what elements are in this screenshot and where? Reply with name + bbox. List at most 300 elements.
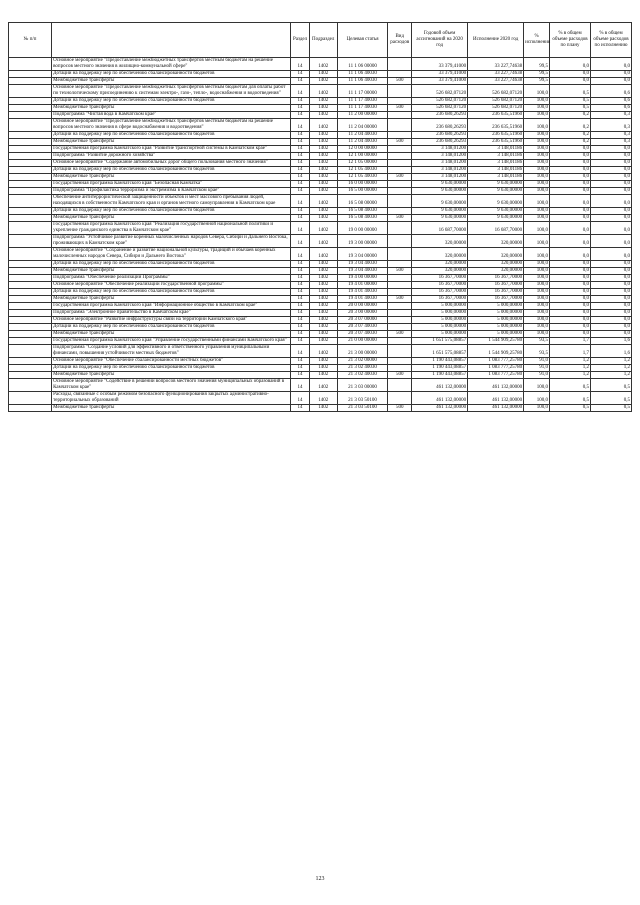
table-header-row: [9, 23, 632, 58]
row-plan-cell: 5 000,00000: [412, 303, 468, 310]
row-name-cell: Подпрограмма "Развитие дорожного хозяйства": [52, 153, 291, 160]
row-target-item-cell: 19 0 00 00000: [337, 222, 388, 235]
row-percent-cell: 100,0: [524, 296, 550, 303]
row-plan-cell: 9 630,00000: [412, 215, 468, 222]
table-row: [9, 405, 632, 412]
row-subsection-cell: 1402: [309, 85, 337, 98]
row-target-item-cell: 19 4 00 00000: [337, 275, 388, 282]
row-section-cell: 14: [291, 139, 309, 146]
row-percent-cell: 100,0: [524, 153, 550, 160]
row-percent-cell: 91,0: [524, 358, 550, 365]
row-expense-type-cell: [388, 379, 412, 392]
row-target-item-cell: 11 1 06 40030: [337, 78, 388, 85]
table-row: [9, 71, 632, 78]
row-target-item-cell: 21 3 03 50100: [337, 405, 388, 412]
row-expense-type-cell: [388, 119, 412, 132]
table-row: [9, 310, 632, 317]
row-share-plan-cell: 0,2: [550, 132, 591, 139]
row-section-cell: 14: [291, 98, 309, 105]
row-number-cell: [9, 268, 52, 275]
row-section-cell: 14: [291, 146, 309, 153]
header-percent-execution: % исполнения: [524, 23, 550, 58]
row-expense-type-cell: [388, 208, 412, 215]
row-share-fact-cell: 0,0: [590, 289, 631, 296]
row-section-cell: 14: [291, 132, 309, 139]
row-subsection-cell: 1402: [309, 139, 337, 146]
row-section-cell: 14: [291, 338, 309, 345]
row-expense-type-cell: 500: [388, 331, 412, 338]
row-expense-type-cell: [388, 132, 412, 139]
row-fact-cell: 1 083 777,25780: [468, 372, 524, 379]
row-target-item-cell: 11 1 17 00000: [337, 85, 388, 98]
row-share-fact-cell: 0,0: [590, 310, 631, 317]
row-share-fact-cell: 0,0: [590, 71, 631, 78]
header-target-item: Целевая статья: [337, 23, 388, 58]
row-fact-cell: 9 630,00000: [468, 188, 524, 195]
row-subsection-cell: 1402: [309, 310, 337, 317]
row-percent-cell: 100,0: [524, 268, 550, 275]
header-executed: Исполнение 2020 год: [468, 23, 524, 58]
row-fact-cell: 16 367,70000: [468, 282, 524, 289]
table-row: [9, 119, 632, 132]
row-expense-type-cell: [388, 98, 412, 105]
row-percent-cell: 93,5: [524, 345, 550, 358]
row-section-cell: 14: [291, 268, 309, 275]
row-subsection-cell: 1402: [309, 98, 337, 105]
row-plan-cell: 1 651 575,08857: [412, 338, 468, 345]
row-target-item-cell: 12 0 00 00000: [337, 146, 388, 153]
header-name: [52, 23, 291, 58]
row-share-plan-cell: 1,2: [550, 358, 591, 365]
row-expense-type-cell: [388, 303, 412, 310]
row-fact-cell: 3 148,01186: [468, 174, 524, 181]
row-share-fact-cell: 0,0: [590, 188, 631, 195]
row-subsection-cell: 1402: [309, 160, 337, 167]
row-plan-cell: 1 190 443,08857: [412, 372, 468, 379]
row-subsection-cell: 1402: [309, 78, 337, 85]
row-section-cell: 14: [291, 188, 309, 195]
row-subsection-cell: 1402: [309, 71, 337, 78]
row-plan-cell: 3 148,01200: [412, 167, 468, 174]
row-percent-cell: 100,0: [524, 282, 550, 289]
row-subsection-cell: 1402: [309, 303, 337, 310]
row-share-plan-cell: 0,0: [550, 261, 591, 268]
row-section-cell: 14: [291, 167, 309, 174]
row-share-plan-cell: 0,5: [550, 105, 591, 112]
row-percent-cell: 100,0: [524, 174, 550, 181]
row-name-cell: Государственная программа Камчатского края "Реализация государственной национальной политики и укрепление гражданского единства в Камчатском крае": [52, 222, 291, 235]
row-subsection-cell: 1402: [309, 105, 337, 112]
table-row: [9, 331, 632, 338]
row-fact-cell: 236 635,51960: [468, 139, 524, 146]
table-row: [9, 324, 632, 331]
row-name-cell: Государственная программа Камчатского края "Управление государственными финансами Камчатского края": [52, 338, 291, 345]
row-number-cell: [9, 235, 52, 248]
row-name-cell: Дотации на поддержку мер по обеспечению сбалансированности бюджетов: [52, 261, 291, 268]
row-number-cell: [9, 181, 52, 188]
row-percent-cell: 91,0: [524, 372, 550, 379]
row-fact-cell: 16 367,70000: [468, 296, 524, 303]
row-percent-cell: 100,0: [524, 195, 550, 208]
row-percent-cell: 100,0: [524, 324, 550, 331]
row-section-cell: 14: [291, 365, 309, 372]
row-fact-cell: 1 083 777,25780: [468, 365, 524, 372]
row-section-cell: 14: [291, 275, 309, 282]
row-number-cell: [9, 248, 52, 261]
row-section-cell: 14: [291, 248, 309, 261]
row-share-fact-cell: 1,2: [590, 358, 631, 365]
table-row: [9, 372, 632, 379]
row-fact-cell: 5 000,00000: [468, 331, 524, 338]
row-share-fact-cell: 0,0: [590, 222, 631, 235]
row-subsection-cell: 1402: [309, 132, 337, 139]
row-plan-cell: 236 680,26293: [412, 132, 468, 139]
table-row: [9, 282, 632, 289]
row-name-cell: Обеспечение антитеррористической защищенности объектов и мест массового пребывания людей, находящихся в собственности Камчатского края и органов местного самоуправления в Камчатском крае: [52, 195, 291, 208]
row-expense-type-cell: [388, 58, 412, 71]
row-share-plan-cell: 0,0: [550, 296, 591, 303]
row-fact-cell: 9 630,00000: [468, 181, 524, 188]
row-name-cell: Дотации на поддержку мер по обеспечению сбалансированности бюджетов: [52, 289, 291, 296]
table-row: [9, 139, 632, 146]
row-plan-cell: 526 682,07120: [412, 105, 468, 112]
row-expense-type-cell: [388, 146, 412, 153]
table-row: [9, 365, 632, 372]
row-subsection-cell: 1402: [309, 379, 337, 392]
row-name-cell: Основное мероприятие "Предоставление межбюджетных трансфертов местным бюджетам на решение вопросов местного значения в сфере водоснабжения и водоотведения": [52, 119, 291, 132]
row-share-plan-cell: 1,7: [550, 338, 591, 345]
row-percent-cell: 99,5: [524, 71, 550, 78]
row-expense-type-cell: [388, 235, 412, 248]
table-row: [9, 188, 632, 195]
row-fact-cell: 3 148,01186: [468, 167, 524, 174]
row-section-cell: 14: [291, 261, 309, 268]
row-share-fact-cell: 0,0: [590, 174, 631, 181]
table-row: [9, 112, 632, 119]
row-percent-cell: 100,0: [524, 392, 550, 405]
row-percent-cell: 100,0: [524, 119, 550, 132]
row-percent-cell: 100,0: [524, 303, 550, 310]
row-fact-cell: 3 148,01186: [468, 146, 524, 153]
row-fact-cell: 1 544 909,25780: [468, 338, 524, 345]
row-fact-cell: 16 367,70000: [468, 275, 524, 282]
row-target-item-cell: 19 4 01 40030: [337, 289, 388, 296]
row-number-cell: [9, 372, 52, 379]
row-fact-cell: 461 132,00000: [468, 392, 524, 405]
row-expense-type-cell: [388, 275, 412, 282]
row-fact-cell: 9 630,00000: [468, 208, 524, 215]
row-name-cell: Подпрограмма "Чистая вода в Камчатском крае": [52, 112, 291, 119]
row-percent-cell: 100,0: [524, 405, 550, 412]
row-number-cell: [9, 167, 52, 174]
header-annual-volume: Годовой объем ассигнований на 2020 год: [412, 23, 468, 58]
row-subsection-cell: 1402: [309, 167, 337, 174]
row-name-cell: Основное мероприятие "Содержание автомобильных дорог общего пользования местного значения": [52, 160, 291, 167]
row-number-cell: [9, 85, 52, 98]
row-number-cell: [9, 153, 52, 160]
row-expense-type-cell: 500: [388, 405, 412, 412]
row-name-cell: Подпрограмма "Обеспечение реализации Программы": [52, 275, 291, 282]
row-fact-cell: 320,00000: [468, 261, 524, 268]
row-share-plan-cell: 0,0: [550, 310, 591, 317]
row-name-cell: Дотации на поддержку мер по обеспечению сбалансированности бюджетов: [52, 98, 291, 105]
row-number-cell: [9, 358, 52, 365]
table-row: [9, 58, 632, 71]
row-share-plan-cell: 0,0: [550, 317, 591, 324]
row-share-fact-cell: 0,0: [590, 268, 631, 275]
row-name-cell: Дотации на поддержку мер по обеспечению сбалансированности бюджетов: [52, 208, 291, 215]
row-target-item-cell: 21 3 02 00000: [337, 358, 388, 365]
row-share-plan-cell: 0,0: [550, 275, 591, 282]
row-subsection-cell: 1402: [309, 153, 337, 160]
row-expense-type-cell: [388, 71, 412, 78]
table-row: [9, 248, 632, 261]
table-row: [9, 181, 632, 188]
row-name-cell: Межбюджетные трансферты: [52, 405, 291, 412]
page-number: 123: [315, 876, 325, 882]
row-share-fact-cell: 0,5: [590, 392, 631, 405]
row-subsection-cell: 1402: [309, 405, 337, 412]
row-section-cell: 14: [291, 372, 309, 379]
row-share-plan-cell: 0,0: [550, 289, 591, 296]
header-share-plan: % в общем объеме расходов по плану: [550, 23, 591, 58]
row-subsection-cell: 1402: [309, 248, 337, 261]
row-share-plan-cell: 0,0: [550, 153, 591, 160]
row-share-fact-cell: 0,0: [590, 146, 631, 153]
table-row: [9, 345, 632, 358]
row-number-cell: [9, 303, 52, 310]
table-row: [9, 379, 632, 392]
row-number-cell: [9, 105, 52, 112]
header-expense-type: Вид расходов: [388, 23, 412, 58]
row-section-cell: 14: [291, 181, 309, 188]
row-share-fact-cell: 1,2: [590, 365, 631, 372]
row-number-cell: [9, 317, 52, 324]
row-number-cell: [9, 132, 52, 139]
row-share-fact-cell: 0,3: [590, 112, 631, 119]
row-expense-type-cell: 500: [388, 268, 412, 275]
row-subsection-cell: 1402: [309, 146, 337, 153]
table-row: [9, 317, 632, 324]
row-percent-cell: 100,0: [524, 235, 550, 248]
row-number-cell: [9, 139, 52, 146]
table-row: [9, 160, 632, 167]
row-section-cell: 14: [291, 392, 309, 405]
row-section-cell: 14: [291, 282, 309, 289]
row-share-plan-cell: 0,0: [550, 167, 591, 174]
row-percent-cell: 100,0: [524, 146, 550, 153]
row-subsection-cell: 1402: [309, 261, 337, 268]
row-number-cell: [9, 195, 52, 208]
row-fact-cell: 526 682,07120: [468, 98, 524, 105]
row-plan-cell: 16 367,70000: [412, 282, 468, 289]
row-share-plan-cell: 0,0: [550, 324, 591, 331]
header-subsection: Подраздел: [309, 23, 337, 58]
table-row: [9, 392, 632, 405]
table-row: [9, 261, 632, 268]
table-row: [9, 105, 632, 112]
row-name-cell: Основное мероприятие "Содействие в решении вопросов местного значения муниципальных образований в Камчатском крае": [52, 379, 291, 392]
row-name-cell: Межбюджетные трансферты: [52, 331, 291, 338]
row-share-plan-cell: 0,0: [550, 58, 591, 71]
row-plan-cell: 16 367,70000: [412, 275, 468, 282]
row-percent-cell: 100,0: [524, 139, 550, 146]
row-share-plan-cell: 0,0: [550, 174, 591, 181]
row-fact-cell: 1 083 777,25780: [468, 358, 524, 365]
row-share-plan-cell: 0,0: [550, 71, 591, 78]
row-target-item-cell: 12 1 05 40030: [337, 167, 388, 174]
row-target-item-cell: 21 3 02 40030: [337, 365, 388, 372]
row-number-cell: [9, 365, 52, 372]
row-share-fact-cell: 0,5: [590, 379, 631, 392]
row-target-item-cell: 21 3 03 00000: [337, 379, 388, 392]
row-number-cell: [9, 296, 52, 303]
row-share-fact-cell: 0,0: [590, 195, 631, 208]
row-section-cell: 14: [291, 119, 309, 132]
row-number-cell: [9, 112, 52, 119]
table-row: [9, 358, 632, 365]
row-target-item-cell: 11 2 00 00000: [337, 112, 388, 119]
row-target-item-cell: 12 1 05 40030: [337, 174, 388, 181]
row-share-fact-cell: 1,6: [590, 338, 631, 345]
row-expense-type-cell: [388, 324, 412, 331]
row-number-cell: [9, 222, 52, 235]
header-section: Раздел: [291, 23, 309, 58]
row-expense-type-cell: [388, 392, 412, 405]
row-target-item-cell: 11 1 17 40030: [337, 105, 388, 112]
row-share-fact-cell: 0,6: [590, 98, 631, 105]
row-name-cell: Расходы, связанные с особым режимом безопасного функционирования закрытых административно-территориальных образований: [52, 392, 291, 405]
row-subsection-cell: 1402: [309, 188, 337, 195]
row-name-cell: Основное мероприятие "Сохранение и развитие национальной культуры, традиций и обычаев коренных малочисленных народов Севера, Сибири и Дальнего Востока": [52, 248, 291, 261]
row-plan-cell: 3 148,01200: [412, 146, 468, 153]
row-share-fact-cell: 0,0: [590, 235, 631, 248]
row-subsection-cell: 1402: [309, 282, 337, 289]
row-subsection-cell: 1402: [309, 235, 337, 248]
row-share-fact-cell: 0,0: [590, 331, 631, 338]
row-subsection-cell: 1402: [309, 275, 337, 282]
row-number-cell: [9, 379, 52, 392]
row-fact-cell: 16 367,70000: [468, 289, 524, 296]
row-number-cell: [9, 119, 52, 132]
row-share-plan-cell: 0,0: [550, 188, 591, 195]
row-name-cell: Подпрограмма "Создание условий для эффективного и ответственного управления муниципальными финансами, повышения устойчивости местных бюджетов": [52, 345, 291, 358]
row-fact-cell: 3 148,01186: [468, 153, 524, 160]
row-subsection-cell: 1402: [309, 365, 337, 372]
table-row: [9, 275, 632, 282]
row-percent-cell: 91,0: [524, 365, 550, 372]
row-name-cell: Межбюджетные трансферты: [52, 296, 291, 303]
row-share-fact-cell: 0,5: [590, 405, 631, 412]
row-name-cell: Дотации на поддержку мер по обеспечению сбалансированности бюджетов: [52, 365, 291, 372]
row-share-fact-cell: 1,6: [590, 345, 631, 358]
row-name-cell: Государственная программа Камчатского края "Безопасная Камчатка": [52, 181, 291, 188]
row-number-cell: [9, 405, 52, 412]
table-row: [9, 146, 632, 153]
row-fact-cell: 461 132,00000: [468, 405, 524, 412]
row-share-fact-cell: 0,0: [590, 324, 631, 331]
row-percent-cell: 100,0: [524, 379, 550, 392]
row-section-cell: 14: [291, 345, 309, 358]
table-row: [9, 174, 632, 181]
row-fact-cell: 16 687,70000: [468, 222, 524, 235]
row-name-cell: Межбюджетные трансферты: [52, 268, 291, 275]
row-section-cell: 14: [291, 105, 309, 112]
row-target-item-cell: 11 1 17 40030: [337, 98, 388, 105]
row-fact-cell: 33 227,74638: [468, 78, 524, 85]
row-expense-type-cell: 500: [388, 78, 412, 85]
row-subsection-cell: 1402: [309, 58, 337, 71]
row-plan-cell: 320,00000: [412, 261, 468, 268]
row-section-cell: 14: [291, 405, 309, 412]
row-section-cell: 14: [291, 222, 309, 235]
row-plan-cell: 320,00000: [412, 248, 468, 261]
row-share-plan-cell: 0,0: [550, 181, 591, 188]
table-row: [9, 222, 632, 235]
row-subsection-cell: 1402: [309, 289, 337, 296]
row-expense-type-cell: [388, 188, 412, 195]
table-row: [9, 215, 632, 222]
row-name-cell: Межбюджетные трансферты: [52, 105, 291, 112]
row-number-cell: [9, 71, 52, 78]
row-share-plan-cell: 0,0: [550, 248, 591, 261]
row-share-fact-cell: 0,0: [590, 78, 631, 85]
row-plan-cell: 320,00000: [412, 268, 468, 275]
row-share-fact-cell: 0,0: [590, 303, 631, 310]
row-share-plan-cell: 0,5: [550, 392, 591, 405]
row-share-plan-cell: 0,2: [550, 119, 591, 132]
row-section-cell: 14: [291, 160, 309, 167]
row-share-plan-cell: 0,0: [550, 215, 591, 222]
row-plan-cell: 3 148,01200: [412, 153, 468, 160]
row-subsection-cell: 1402: [309, 331, 337, 338]
row-subsection-cell: 1402: [309, 296, 337, 303]
row-number-cell: [9, 146, 52, 153]
row-section-cell: 14: [291, 303, 309, 310]
row-expense-type-cell: [388, 112, 412, 119]
row-share-fact-cell: 0,3: [590, 139, 631, 146]
row-target-item-cell: 19 3 04 00000: [337, 248, 388, 261]
row-share-fact-cell: 0,3: [590, 132, 631, 139]
row-number-cell: [9, 275, 52, 282]
row-target-item-cell: 21 3 00 00000: [337, 345, 388, 358]
row-name-cell: Межбюджетные трансферты: [52, 139, 291, 146]
row-fact-cell: 5 000,00000: [468, 324, 524, 331]
row-expense-type-cell: 500: [388, 372, 412, 379]
row-share-plan-cell: 0,0: [550, 160, 591, 167]
row-name-cell: Межбюджетные трансферты: [52, 174, 291, 181]
row-share-fact-cell: 0,0: [590, 248, 631, 261]
row-target-item-cell: 16 5 08 40030: [337, 215, 388, 222]
table-row: [9, 98, 632, 105]
row-section-cell: 14: [291, 324, 309, 331]
row-expense-type-cell: [388, 85, 412, 98]
row-section-cell: 14: [291, 310, 309, 317]
row-target-item-cell: 16 0 00 00000: [337, 181, 388, 188]
row-share-fact-cell: 0,0: [590, 296, 631, 303]
row-plan-cell: 526 682,07120: [412, 85, 468, 98]
row-share-fact-cell: 0,0: [590, 317, 631, 324]
row-expense-type-cell: [388, 310, 412, 317]
row-percent-cell: 100,0: [524, 112, 550, 119]
row-plan-cell: 33 379,41000: [412, 71, 468, 78]
row-share-plan-cell: 0,2: [550, 139, 591, 146]
row-target-item-cell: 20 3 07 40030: [337, 331, 388, 338]
row-expense-type-cell: [388, 167, 412, 174]
header-num: № п/п: [9, 23, 52, 58]
row-section-cell: 14: [291, 71, 309, 78]
row-subsection-cell: 1402: [309, 222, 337, 235]
